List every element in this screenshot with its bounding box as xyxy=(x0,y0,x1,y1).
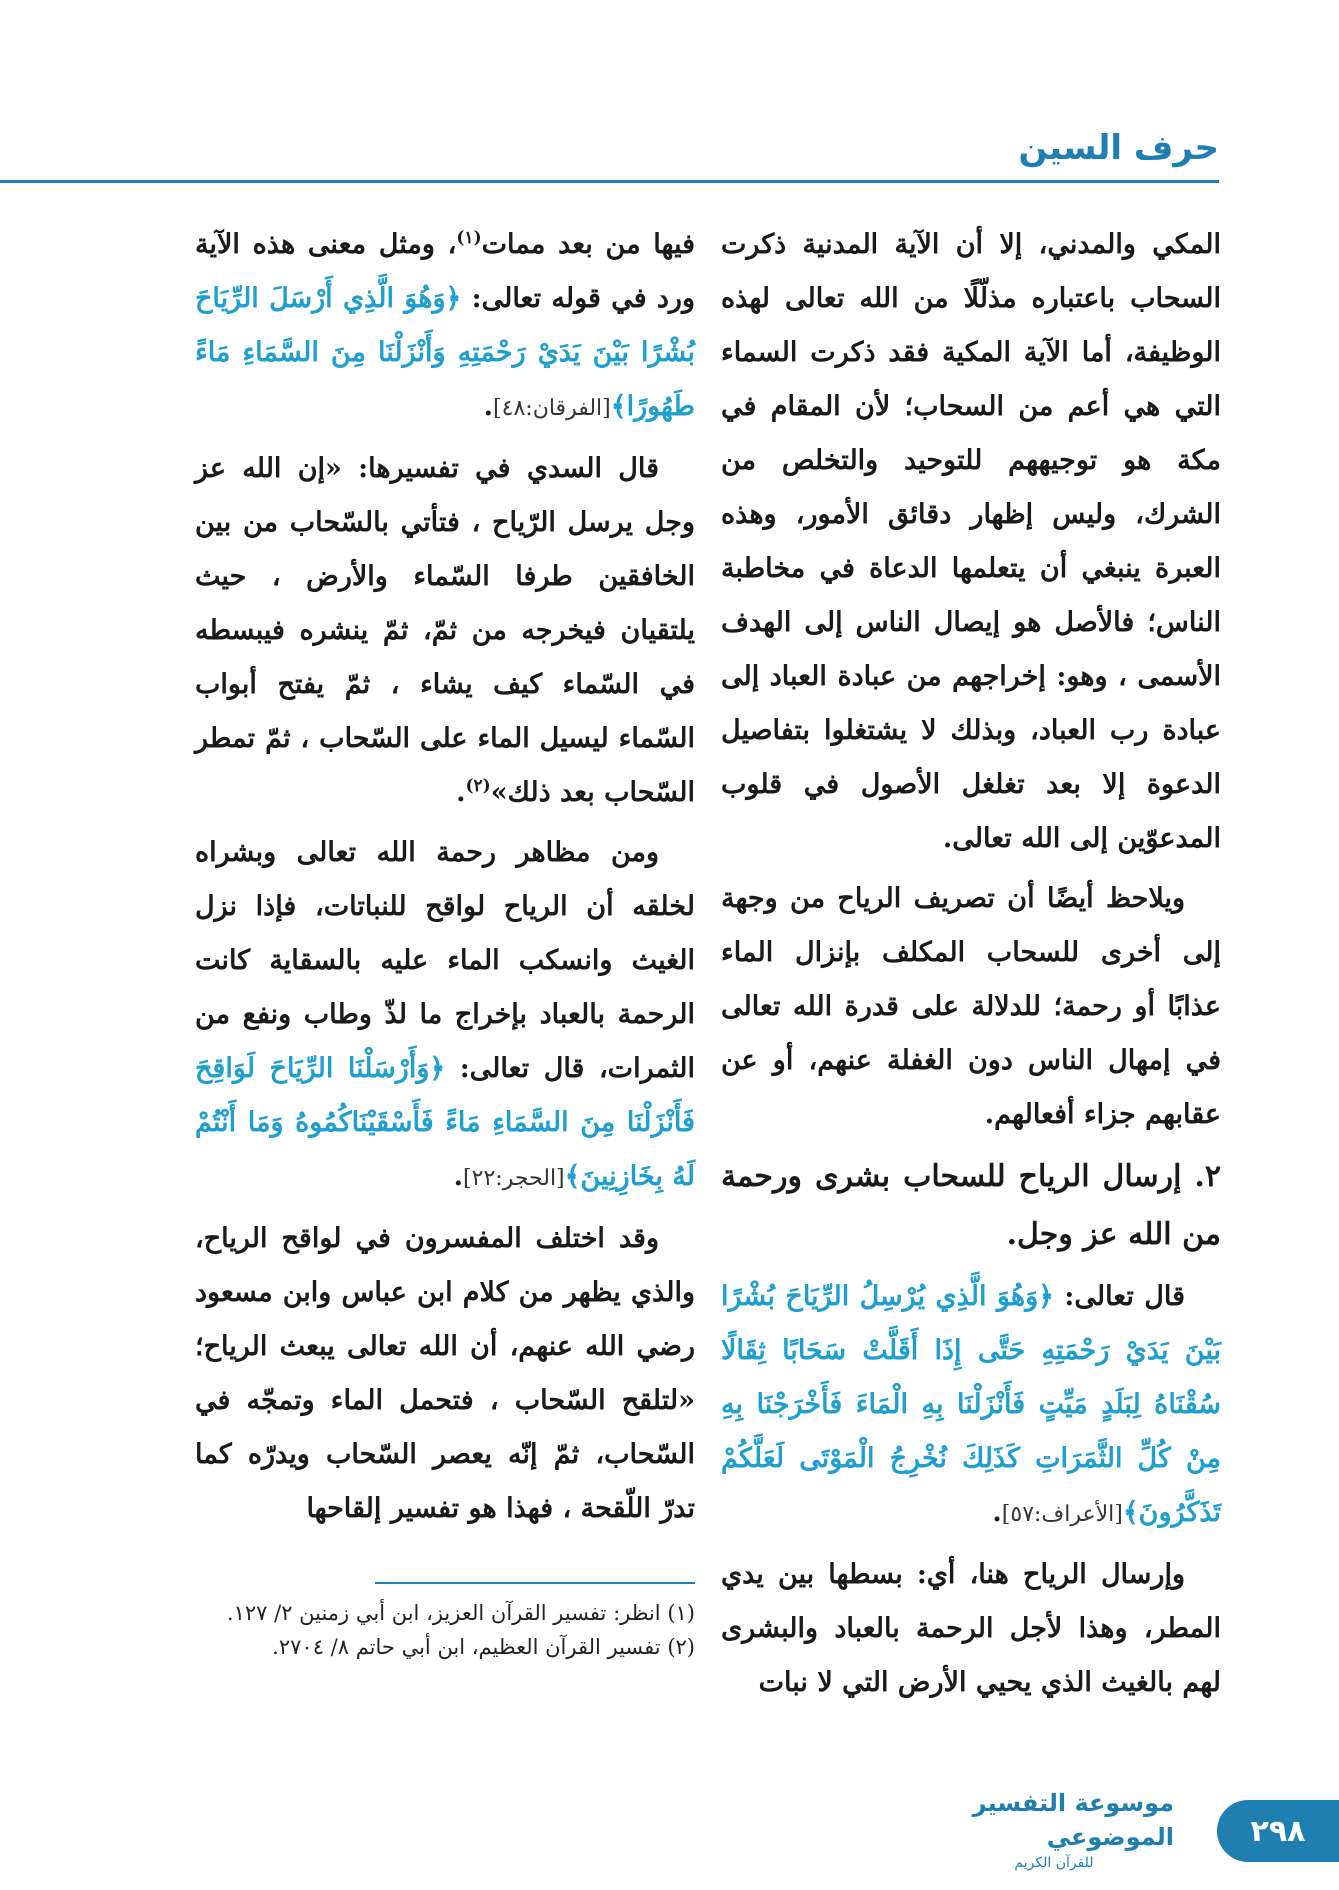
left-column xyxy=(195,218,695,1542)
paragraph: وإرسال الرياح هنا، أي: بسطها بين يدي المطر، وهذا لأجل الرحمة بالعباد والبشرى لهم بالغيث الذي يحيي الأرض التي لا نبات xyxy=(721,1559,1221,1698)
quran-verse: ﴿وَهُوَ الَّذِي أَرْسَلَ الرِّيَاحَ بُشْرًا بَيْنَ يَدَيْ رَحْمَتِهِ وَأَنْزَلْنَا مِنَ السَّمَاءِ مَاءً طَهُورًا﴾ xyxy=(195,283,695,422)
text: فيها من بعد ممات xyxy=(481,229,696,260)
logo-subtitle: للقرآن الكريم xyxy=(1014,1855,1094,1871)
chapter-title: حرف السين xyxy=(1018,128,1219,168)
footnotes xyxy=(195,1596,695,1664)
footnote-rule xyxy=(375,1582,695,1584)
paragraph: المكي والمدني، إلا أن الآية المدنية ذكرت السحاب باعتباره مذلّلًا من الله تعالى لهذه الوظيفة، أما الآية المكية فقد ذكرت السماء التي هي أعم من السحاب؛ لأن المقام في مكة هو توجيههم للتوحيد والتخلص من الشرك، وليس إظهار دقائق الأمور، وهذه العبرة ينبغي أن يتعلمها الدعاة في مخاطبة الناس؛ فالأصل هو إيصال الناس إلى الهدف الأسمى ، وهو: إخراجهم من عبادة العباد إلى عبادة رب العباد، وبذلك لا يشتغلوا بتفاصيل الدعوة إلا بعد تغلغل الأصول في قلوب المدعوّين إلى الله تعالى. xyxy=(721,229,1221,854)
paragraph xyxy=(195,442,695,820)
paragraph: ويلاحظ أيضًا أن تصريف الرياح من وجهة إلى أخرى للسحاب المكلف بإنزال الماء عذابًا أو رحمة؛ للدلالة على قدرة الله تعالى في إمهال الناس دون الغفلة عنهم، أو عن عقابهم جزاء أفعالهم. xyxy=(721,883,1221,1130)
section-heading: ٢. إرسال الرياح للسحاب بشرى ورحمة من الله عز وجل. xyxy=(721,1159,1221,1252)
logo-title: موسوعة التفسير الموضوعي xyxy=(972,1789,1174,1851)
quran-verse: ﴿وَأَرْسَلْنَا الرِّيَاحَ لَوَاقِحَ فَأَنْزَلْنَا مِنَ السَّمَاءِ مَاءً فَأَسْقَيْنَاكُمُوهُ وَمَا أَنْتُمْ لَهُ بِخَازِنِينَ﴾ xyxy=(195,1053,695,1192)
quran-verse: ﴿وَهُوَ الَّذِي يُرْسِلُ الرِّيَاحَ بُشْرًا بَيْنَ يَدَيْ رَحْمَتِهِ حَتَّى إِذَا أَقَلَّتْ سَحَابًا ثِقَالًا سُقْنَاهُ لِبَلَدٍ مَيِّتٍ فَأَنْزَلْنَا بِهِ الْمَاءَ فَأَخْرَجْنَا بِهِ مِنْ كُلِّ الثَّمَرَاتِ كَذَلِكَ نُخْرِجُ الْمَوْتَى لَعَلَّكُمْ تَذَكَّرُونَ﴾ xyxy=(721,1281,1221,1528)
right-column xyxy=(721,218,1221,1716)
paragraph xyxy=(195,218,695,436)
header-rule xyxy=(0,180,1219,183)
footnote: (١) انظر: تفسير القرآن العزيز، ابن أبي زمنين ٢/ ١٢٧. xyxy=(226,1601,695,1625)
paragraph xyxy=(195,826,695,1206)
verse-reference: [الحجر:٢٢] xyxy=(463,1166,565,1191)
text: ، ومثل معنى هذه الآية ورد في قوله تعالى: xyxy=(195,229,696,314)
footnote-marker[interactable]: (١) xyxy=(456,228,482,248)
text: . xyxy=(992,1497,1002,1528)
paragraph xyxy=(721,1270,1221,1542)
series-logo xyxy=(934,1789,1174,1871)
verse-reference: [الفرقان:٤٨] xyxy=(493,396,611,421)
text: ومن مظاهر رحمة الله تعالى وبشراه لخلقه أن الرياح لواقح للنباتات، فإذا نزل الغيث وانسكب الماء عليه بالسقاية كانت الرحمة بالعباد بإخراج ما لذّ وطاب ونفع من الثمرات، قال تعالى: xyxy=(195,837,695,1084)
text: . xyxy=(483,391,494,422)
text: قال تعالى: xyxy=(1053,1281,1185,1312)
footnote: (٢) تفسير القرآن العظيم، ابن أبي حاتم ٨/ ٢٧٠٤. xyxy=(272,1635,695,1659)
page-number: ٢٩٨ xyxy=(1217,1800,1339,1862)
text: . xyxy=(456,777,466,808)
text: قال السدي في تفسيرها: «إن الله عز وجل يرسل الرّياح ، فتأتي بالسّحاب من بين الخافقين طرفا السّماء والأرض ، حيث يلتقيان فيخرجه من ثمّ، ثمّ ينشره فيبسطه في السّماء كيف يشاء ، ثمّ يفتح أبواب السّماء ليسيل الماء على السّحاب ، ثمّ تمطر السّحاب بعد ذلك» xyxy=(195,453,695,808)
footnote-marker[interactable]: (٢) xyxy=(465,776,491,796)
verse-reference: [الأعراف:٥٧] xyxy=(1001,1502,1123,1527)
text: . xyxy=(453,1161,464,1192)
paragraph: وقد اختلف المفسرون في لواقح الرياح، والذي يظهر من كلام ابن عباس وابن مسعود رضي الله عنهم، أن الله تعالى يبعث الرياح؛ «لتلقح السّحاب ، فتحمل الماء وتمجّه في السّحاب، ثمّ إنّه يعصر السّحاب ويدرّه كما تدرّ اللّقحة ، فهذا هو تفسير إلقاحها xyxy=(195,1223,695,1524)
